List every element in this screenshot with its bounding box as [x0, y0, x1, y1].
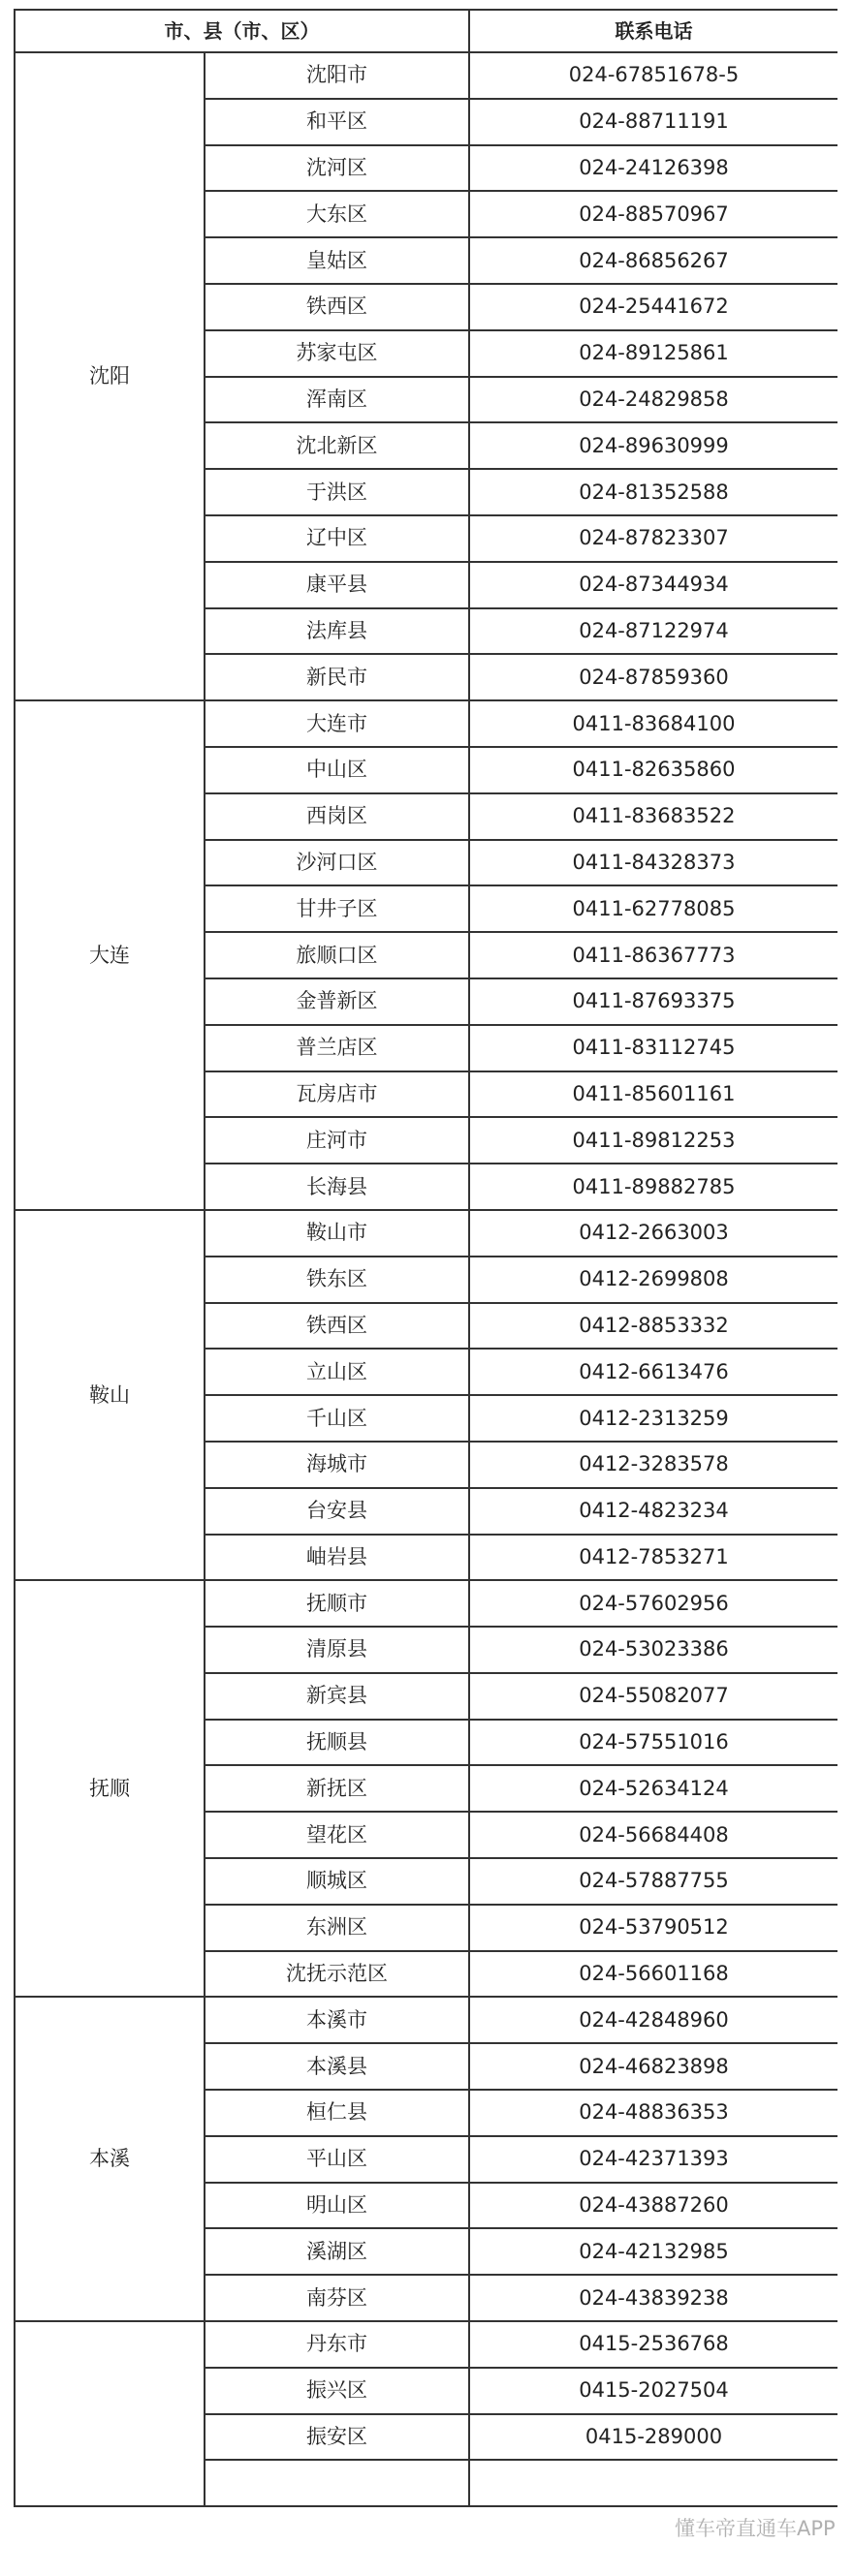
phone-cell: 0415-289000: [469, 2414, 837, 2461]
phone-cell: 024-48836353: [469, 2090, 837, 2136]
phone-cell: 0411-89882785: [469, 1164, 837, 1210]
city-cell: [15, 2321, 205, 2506]
table-row: [15, 1210, 837, 1257]
phone-cell: 0412-2313259: [469, 1395, 837, 1442]
phone-cell: 0412-7853271: [469, 1535, 837, 1581]
district-cell: 明山区: [205, 2183, 469, 2229]
phone-cell: 024-88711191: [469, 99, 837, 145]
contact-table-wrapper: [14, 9, 837, 2576]
phone-cell: 0411-86367773: [469, 932, 837, 978]
district-cell: 辽中区: [205, 515, 469, 562]
table-header-row: [15, 10, 837, 52]
phone-cell: 024-89125861: [469, 330, 837, 377]
table-row: [15, 1997, 837, 2043]
phone-cell: 0412-2699808: [469, 1257, 837, 1303]
phone-cell: 0411-85601161: [469, 1071, 837, 1118]
phone-cell: 0411-83112745: [469, 1025, 837, 1071]
phone-cell: 0412-6613476: [469, 1349, 837, 1395]
district-cell: 沈河区: [205, 145, 469, 192]
district-cell: 望花区: [205, 1812, 469, 1858]
district-cell: 大东区: [205, 191, 469, 237]
district-cell: 中山区: [205, 747, 469, 793]
phone-cell: 024-55082077: [469, 1673, 837, 1720]
phone-cell: 024-56601168: [469, 1951, 837, 1998]
city-cell: 鞍山: [15, 1210, 205, 1580]
phone-cell: 024-42848960: [469, 1997, 837, 2043]
table-body: [15, 52, 837, 2506]
phone-cell: 024-57602956: [469, 1580, 837, 1627]
phone-cell: 0411-87693375: [469, 978, 837, 1025]
district-cell: 沈北新区: [205, 422, 469, 469]
district-cell: 铁西区: [205, 1303, 469, 1350]
city-cell: 沈阳: [15, 52, 205, 700]
district-cell: 法库县: [205, 608, 469, 655]
district-cell: 南芬区: [205, 2275, 469, 2321]
district-cell: 抚顺县: [205, 1720, 469, 1766]
phone-cell: 024-43839238: [469, 2275, 837, 2321]
table-row: [15, 52, 837, 99]
district-cell: 桓仁县: [205, 2090, 469, 2136]
district-cell: 岫岩县: [205, 1535, 469, 1581]
district-cell: 庄河市: [205, 1117, 469, 1164]
phone-cell: 024-87859360: [469, 654, 837, 700]
district-cell: 鞍山市: [205, 1210, 469, 1257]
district-cell: 东洲区: [205, 1905, 469, 1951]
district-cell: 新抚区: [205, 1765, 469, 1812]
district-cell: 旅顺口区: [205, 932, 469, 978]
phone-cell: 0412-2663003: [469, 1210, 837, 1257]
district-cell: 于洪区: [205, 469, 469, 515]
district-cell: 普兰店区: [205, 1025, 469, 1071]
district-cell: 苏家屯区: [205, 330, 469, 377]
district-cell: 溪湖区: [205, 2228, 469, 2275]
phone-cell: 024-57887755: [469, 1858, 837, 1905]
phone-cell: 0411-84328373: [469, 840, 837, 886]
district-cell: 海城市: [205, 1442, 469, 1488]
phone-cell: 024-53790512: [469, 1905, 837, 1951]
phone-cell: 024-42371393: [469, 2136, 837, 2183]
district-cell: 振安区: [205, 2414, 469, 2461]
district-cell: 台安县: [205, 1488, 469, 1535]
phone-cell: 024-67851678-5: [469, 52, 837, 99]
district-cell: 沙河口区: [205, 840, 469, 886]
phone-cell: 024-42132985: [469, 2228, 837, 2275]
district-cell: 顺城区: [205, 1858, 469, 1905]
header-region: 市、县（市、区）: [15, 10, 469, 52]
district-cell: [205, 2460, 469, 2506]
phone-cell: 024-25441672: [469, 284, 837, 330]
district-cell: 皇姑区: [205, 237, 469, 284]
phone-cell: 024-24829858: [469, 377, 837, 423]
phone-cell: 024-87344934: [469, 562, 837, 608]
phone-cell: 024-88570967: [469, 191, 837, 237]
phone-cell: 024-43887260: [469, 2183, 837, 2229]
city-cell: 本溪: [15, 1997, 205, 2321]
phone-cell: 024-53023386: [469, 1627, 837, 1673]
phone-cell: 0411-62778085: [469, 885, 837, 932]
district-cell: 瓦房店市: [205, 1071, 469, 1118]
phone-cell: 0411-82635860: [469, 747, 837, 793]
district-cell: 和平区: [205, 99, 469, 145]
district-cell: 铁西区: [205, 284, 469, 330]
phone-cell: 024-86856267: [469, 237, 837, 284]
district-cell: 沈抚示范区: [205, 1951, 469, 1998]
phone-cell: 0412-3283578: [469, 1442, 837, 1488]
district-cell: 大连市: [205, 700, 469, 747]
district-cell: 浑南区: [205, 377, 469, 423]
district-cell: 丹东市: [205, 2321, 469, 2368]
phone-cell: 0415-2536768: [469, 2321, 837, 2368]
district-cell: 千山区: [205, 1395, 469, 1442]
phone-cell: 0411-83684100: [469, 700, 837, 747]
phone-cell: 024-56684408: [469, 1812, 837, 1858]
district-cell: 新民市: [205, 654, 469, 700]
district-cell: 沈阳市: [205, 52, 469, 99]
district-cell: 本溪县: [205, 2043, 469, 2090]
district-cell: 振兴区: [205, 2368, 469, 2414]
district-cell: 平山区: [205, 2136, 469, 2183]
phone-cell: 024-57551016: [469, 1720, 837, 1766]
district-cell: 甘井子区: [205, 885, 469, 932]
table-row: [15, 2321, 837, 2368]
district-cell: 立山区: [205, 1349, 469, 1395]
city-cell: 大连: [15, 700, 205, 1210]
table-row: [15, 700, 837, 747]
contact-table: [14, 9, 837, 2507]
phone-cell: 024-46823898: [469, 2043, 837, 2090]
district-cell: 康平县: [205, 562, 469, 608]
city-cell: 抚顺: [15, 1580, 205, 1997]
phone-cell: [469, 2460, 837, 2506]
watermark-text: 懂车帝直通车APP: [675, 2517, 836, 2540]
phone-cell: 024-87823307: [469, 515, 837, 562]
phone-cell: 0415-2027504: [469, 2368, 837, 2414]
phone-cell: 0412-4823234: [469, 1488, 837, 1535]
district-cell: 抚顺市: [205, 1580, 469, 1627]
phone-cell: 024-87122974: [469, 608, 837, 655]
phone-cell: 0411-83683522: [469, 793, 837, 840]
district-cell: 铁东区: [205, 1257, 469, 1303]
table-row: [15, 1580, 837, 1627]
phone-cell: 0411-89812253: [469, 1117, 837, 1164]
header-phone: 联系电话: [469, 10, 837, 52]
district-cell: 长海县: [205, 1164, 469, 1210]
district-cell: 金普新区: [205, 978, 469, 1025]
district-cell: 本溪市: [205, 1997, 469, 2043]
district-cell: 清原县: [205, 1627, 469, 1673]
phone-cell: 024-81352588: [469, 469, 837, 515]
phone-cell: 0412-8853332: [469, 1303, 837, 1350]
district-cell: 西岗区: [205, 793, 469, 840]
phone-cell: 024-52634124: [469, 1765, 837, 1812]
phone-cell: 024-24126398: [469, 145, 837, 192]
district-cell: 新宾县: [205, 1673, 469, 1720]
phone-cell: 024-89630999: [469, 422, 837, 469]
